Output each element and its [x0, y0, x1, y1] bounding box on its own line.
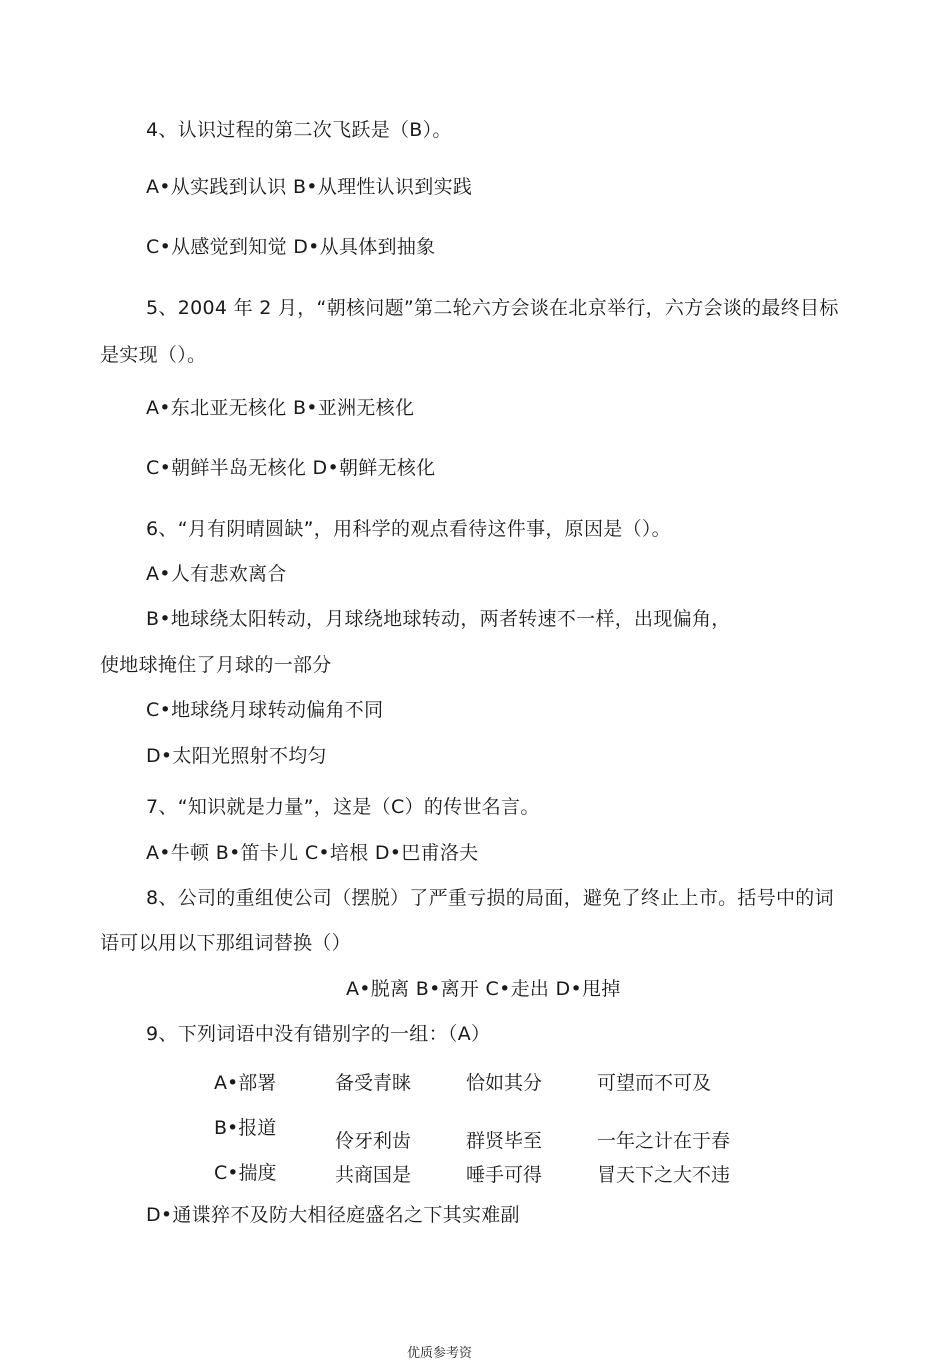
q9-a-word-1: 备受青睐: [335, 1072, 412, 1094]
q9-b-word-2: 群贤毕至: [466, 1130, 543, 1152]
q5-stem-continued: 是实现（）。: [100, 344, 207, 366]
q9-option-d: D•通谍猝不及防大相径庭盛名之下其实难副: [146, 1204, 520, 1226]
q9-c-label: C•揣度: [214, 1162, 277, 1184]
q9-c-word-3: 冒天下之大不违: [597, 1164, 731, 1186]
q9-a-label: A•部署: [214, 1072, 277, 1094]
q6-option-b: B•地球绕太阳转动，月球绕地球转动，两者转速不一样，出现偏角，: [146, 608, 731, 630]
q6-option-c: C•地球绕月球转动偏角不同: [146, 699, 384, 721]
q9-c-word-1: 共商国是: [335, 1164, 412, 1186]
q4-options-cd: C•从感觉到知觉 D•从具体到抽象: [146, 236, 436, 258]
q7-options: A•牛顿 B•笛卡儿 C•培根 D•巴甫洛夫: [146, 842, 479, 864]
q6-option-a: A•人有悲欢离合: [146, 563, 287, 585]
q5-options-cd: C•朝鲜半岛无核化 D•朝鲜无核化: [146, 457, 436, 479]
q5-stem: 5、2004 年 2 月，“朝核问题”第二轮六方会谈在北京举行，六方会谈的最终目标: [146, 297, 839, 319]
q9-b-word-3: 一年之计在于春: [597, 1130, 731, 1152]
q8-stem: 8、公司的重组使公司（摆脱）了严重亏损的局面，避免了终止上市。括号中的词: [146, 887, 834, 909]
q6-stem: 6、“月有阴晴圆缺”，用科学的观点看待这件事，原因是（）。: [146, 518, 671, 540]
q9-c-word-2: 唾手可得: [466, 1164, 543, 1186]
q5-options-ab: A•东北亚无核化 B•亚洲无核化: [146, 397, 415, 419]
q9-stem: 9、下列词语中没有错别字的一组：（A）: [146, 1023, 491, 1045]
q9-b-label: B•报道: [214, 1117, 277, 1139]
q8-options: A•脱离 B•离开 C•走出 D•甩掉: [346, 978, 621, 1000]
q9-a-word-3: 可望而不可及: [597, 1072, 712, 1094]
q9-a-word-2: 恰如其分: [466, 1072, 543, 1094]
q8-stem-continued: 语可以用以下那组词替换（）: [100, 932, 351, 954]
q4-options-ab: A•从实践到认识 B•从理性认识到实践: [146, 176, 473, 198]
q4-stem: 4、认识过程的第二次飞跃是（B）。: [146, 119, 452, 141]
page-footer: 优质参考资: [407, 1346, 473, 1361]
q6-option-d: D•太阳光照射不均匀: [146, 745, 327, 767]
q7-stem: 7、“知识就是力量”，这是（C）的传世名言。: [146, 796, 540, 818]
q9-b-word-1: 伶牙利齿: [335, 1130, 412, 1152]
q6-option-b-continued: 使地球掩住了月球的一部分: [100, 654, 332, 676]
